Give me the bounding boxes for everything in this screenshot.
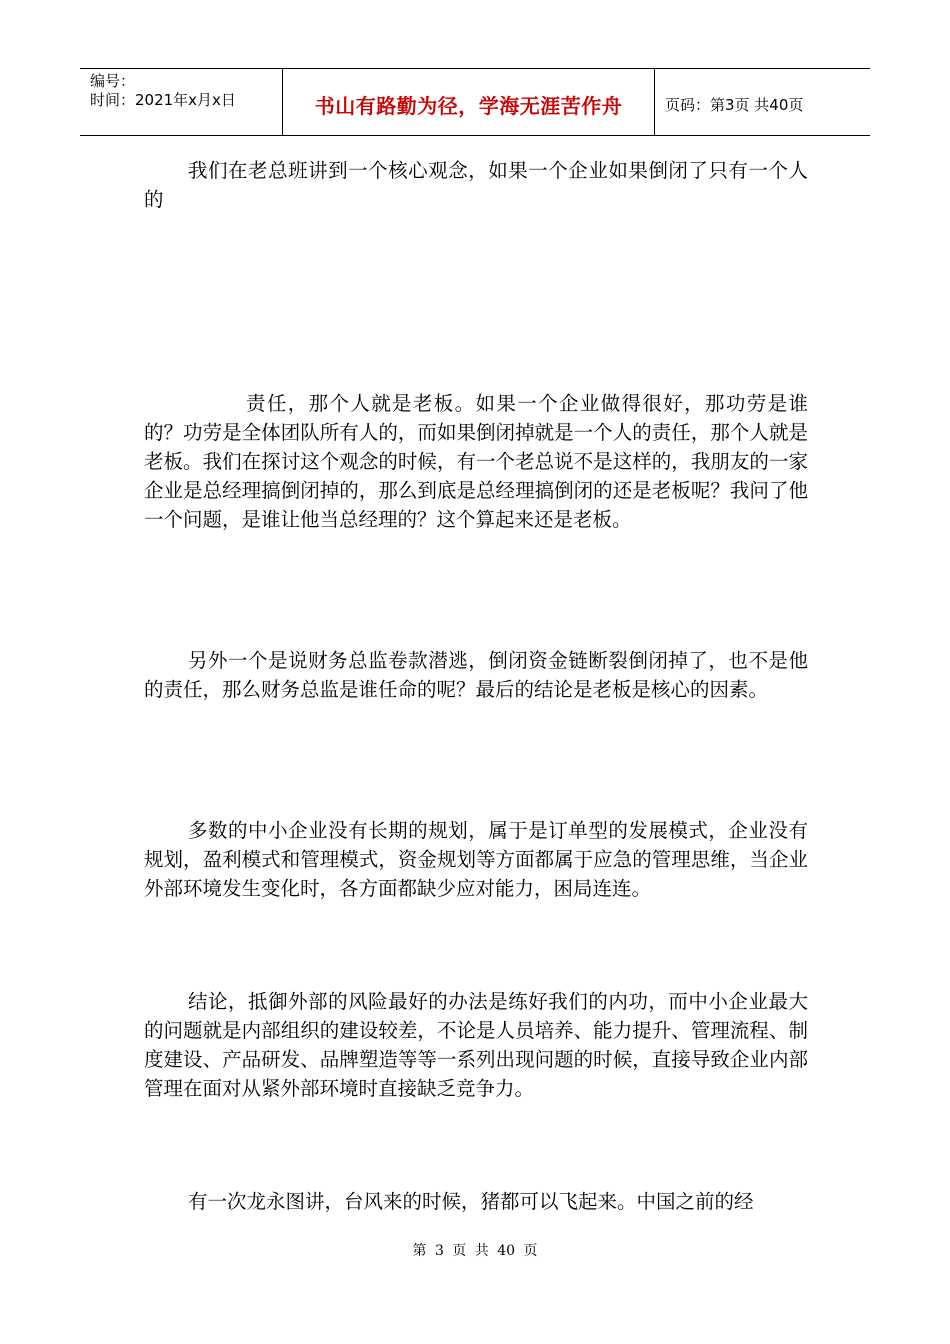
- header-page-cell: [655, 69, 870, 135]
- page-code: 页码：第3页 共40页: [665, 95, 804, 114]
- paragraph-5: 结论，抵御外部的风险最好的办法是练好我们的内功，而中小企业最大的问题就是内部组织的建设较差，不论是人员培养、能力提升、管理流程、制度建设、产品研发、品牌塑造等等一系列出现问题的时候，直接导致企业内部管理在面对从紧外部环境时直接缺乏竞争力。: [144, 990, 808, 1100]
- document-header: [80, 68, 870, 136]
- header-motto-cell: [283, 69, 655, 135]
- paragraph-1: 我们在老总班讲到一个核心观念，如果一个企业如果倒闭了只有一个人的: [144, 159, 808, 211]
- serial-label: 编号：: [90, 72, 136, 90]
- paragraph-2: 责任，那个人就是老板。如果一个企业做得很好，那功劳是谁的？功劳是全体团队所有人的，而如果倒闭掉就是一个人的责任，那个人就是老板。我们在探讨这个观念的时候，有一个老总说不是这样的，我朋友的一家企业是总经理搞倒闭掉的，那么到底是总经理搞倒闭的还是老板呢？我问了他一个问题，是谁让他当总经理的？这个算起来还是老板。: [144, 392, 808, 531]
- paragraph-4: 多数的中小企业没有长期的规划，属于是订单型的发展模式，企业没有规划，盈利模式和管理模式，资金规划等方面都属于应急的管理思维，当企业外部环境发生变化时，各方面都缺少应对能力，困局连连。: [144, 819, 808, 900]
- time-label: 时间：2021年x月x日: [90, 91, 236, 109]
- motto-text: 书山有路勤为径，学海无涯苦作舟: [314, 93, 623, 118]
- page-footer: 第 3 页 共 40 页: [412, 1243, 538, 1259]
- paragraph-6: 有一次龙永图讲，台风来的时候，猪都可以飞起来。中国之前的经: [188, 1190, 754, 1213]
- header-meta-cell: [80, 69, 283, 135]
- paragraph-3: 另外一个是说财务总监卷款潜逃，倒闭资金链断裂倒闭掉了，也不是他的责任，那么财务总监是谁任命的呢？最后的结论是老板是核心的因素。: [144, 649, 808, 701]
